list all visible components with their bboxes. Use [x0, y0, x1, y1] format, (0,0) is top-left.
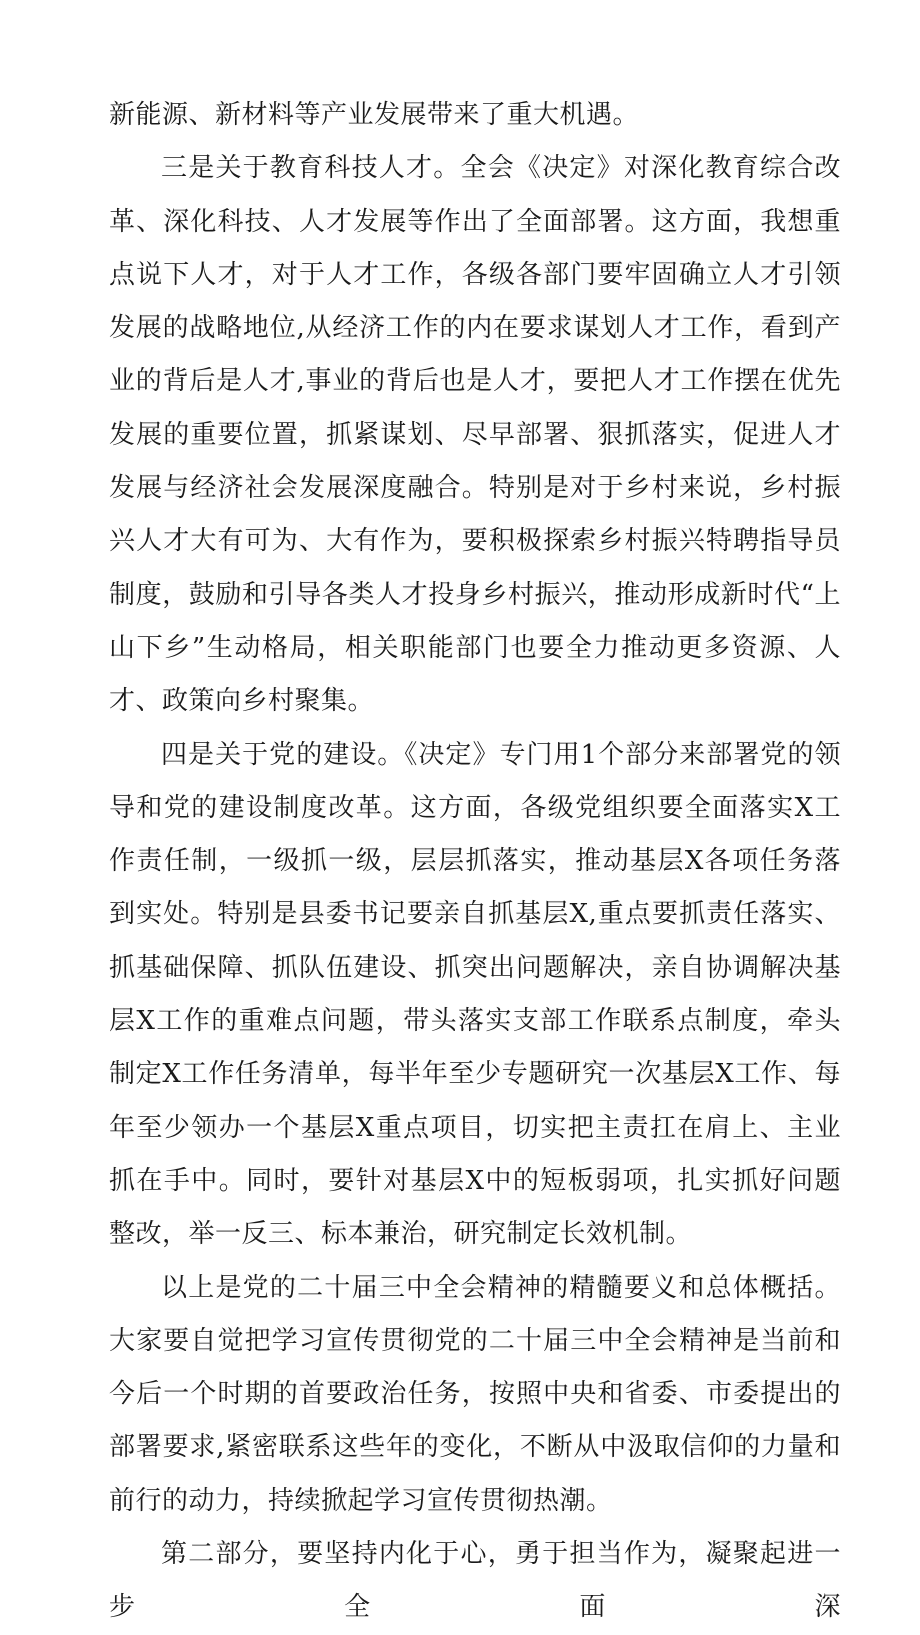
paragraph-continuation: 新能源、新材料等产业发展带来了重大机遇。 [109, 100, 640, 130]
paragraph-education-talent: 三是关于教育科技人才。全会《决定》对深化教育综合改革、深化科技、人才发展等作出了全面部署。这方面，我想重点说下人才，对于人才工作，各级各部门要牢固确立人才引领发展的战略地位,从经济工作的内在要求谋划人才工作，看到产业的背后是人才,事业的背后也是人才，要把人才工作摆在优先发展的重要位置，抓紧谋划、尽早部署、狠抓落实，促进人才发展与经济社会发展深度融合。特别是对于乡村来说，乡村振兴人才大有可为、大有作为，要积极探索乡村振兴特聘指导员制度，鼓励和引导各类人才投身乡村振兴，推动形成新时代“上山下乡”生动格局，相关职能部门也要全力推动更多资源、人才、政策向乡村聚集。 [109, 153, 841, 717]
paragraph-party-building: 四是关于党的建设。《决定》专门用1个部分来部署党的领导和党的建设制度改革。这方面，各级党组织要全面落实X工作责任制，一级抓一级，层层抓落实，推动基层X各项任务落到实处。特别是县委书记要亲自抓基层X,重点要抓责任落实、抓基础保障、抓队伍建设、抓突出问题解决，亲自协调解决基层X工作的重难点问题，带头落实支部工作联系点制度，牵头制定X工作任务清单，每半年至少专题研究一次基层X工作、每年至少领办一个基层X重点项目，切实把主责扛在肩上、主业抓在手中。同时，要针对基层X中的短板弱项，扎实抓好问题整改，举一反三、标本兼治，研究制定长效机制。 [109, 739, 841, 1250]
paragraph-summary: 以上是党的二十届三中全会精神的精髓要义和总体概括。大家要自觉把学习宣传贯彻党的二十届三中全会精神是当前和今后一个时期的首要政治任务，按照中央和省委、市委提出的部署要求,紧密联系这些年的变化，不断从中汲取信仰的力量和前行的动力，持续掀起学习宣传贯彻热潮。 [109, 1272, 841, 1516]
paragraph-part-two: 第二部分，要坚持内化于心，勇于担当作为，凝聚起进一步全面深 [109, 1539, 841, 1623]
body-text [109, 89, 841, 1635]
